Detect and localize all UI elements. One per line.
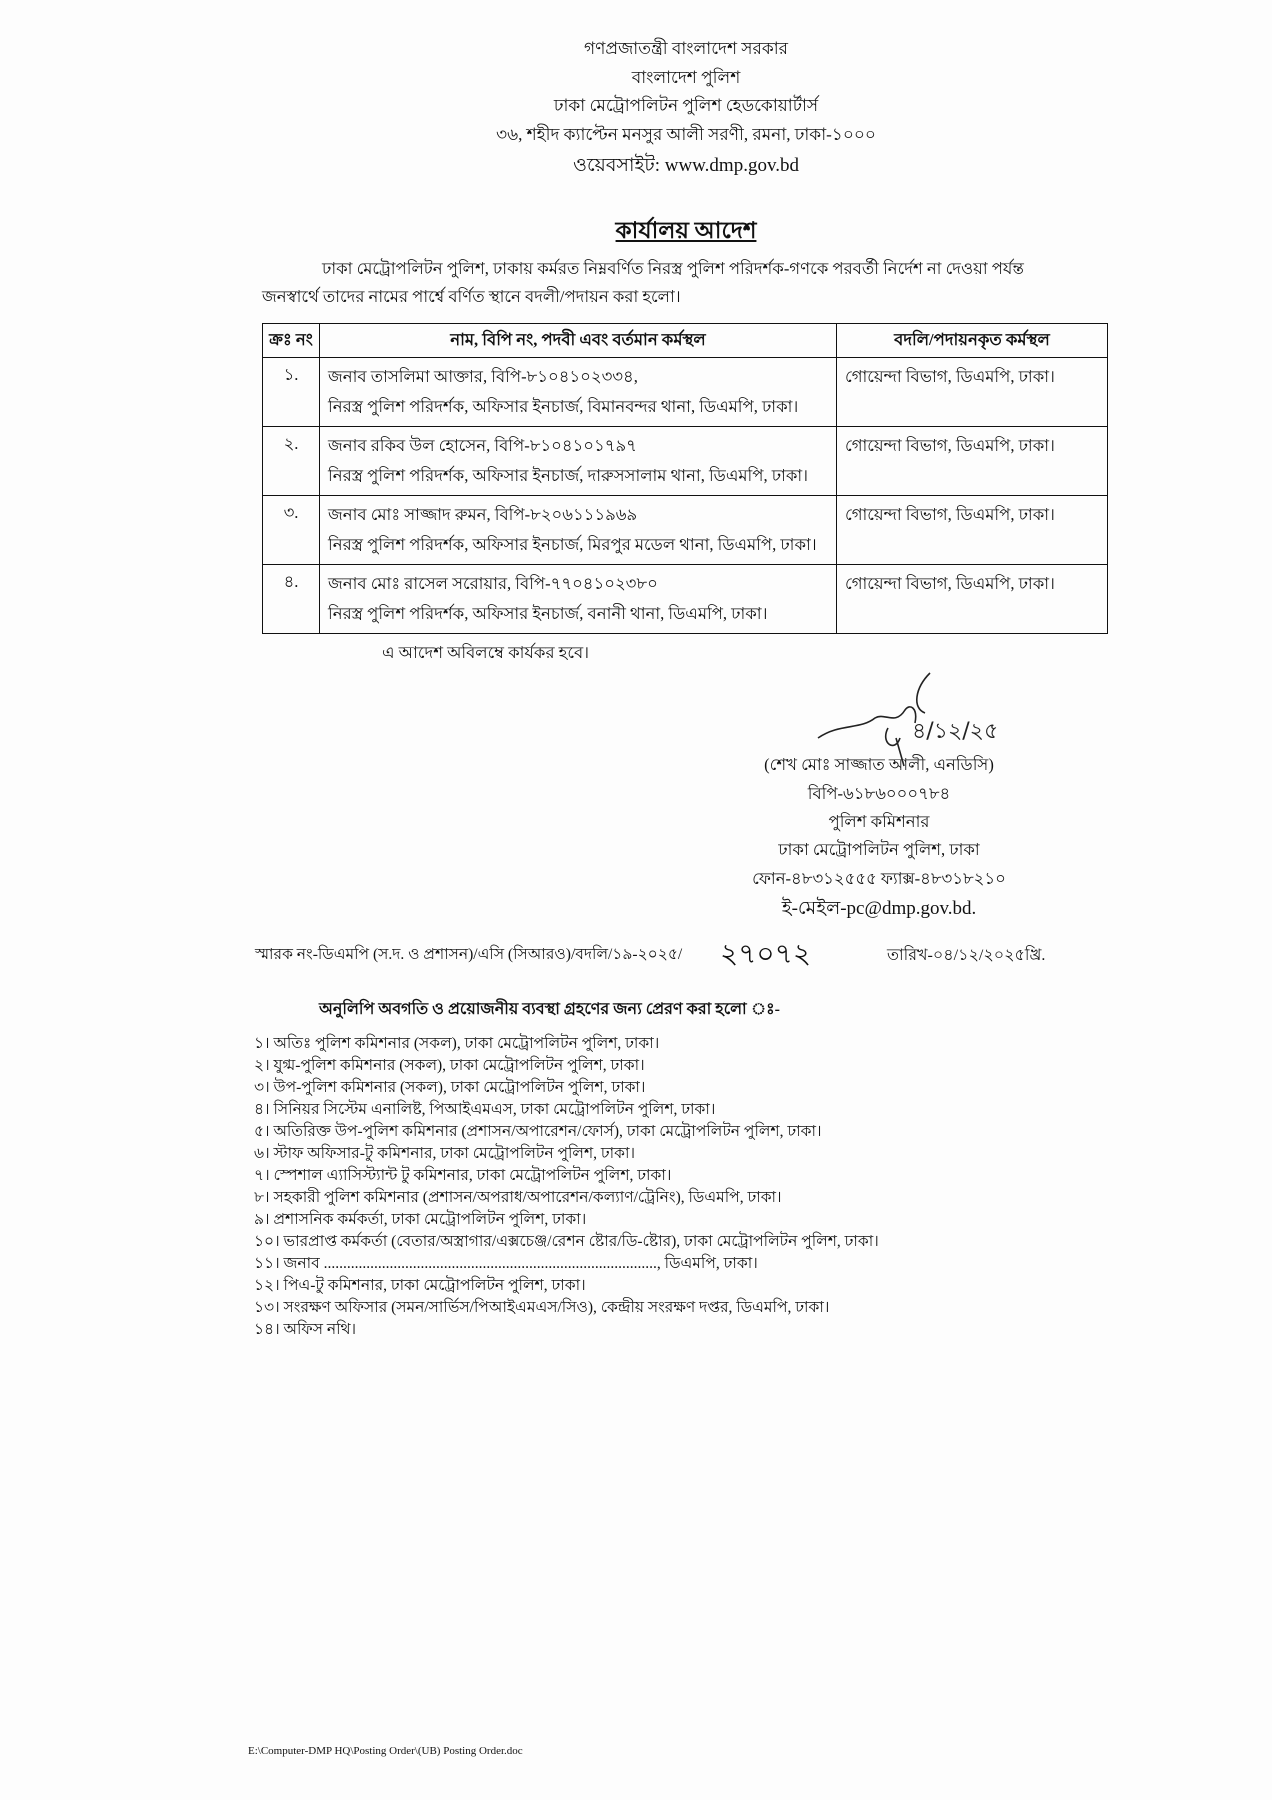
current-post: নিরস্ত্র পুলিশ পরিদর্শক, অফিসার ইনচার্জ, বিমানবন্দর থানা, ডিএমপি, ঢাকা। [328, 397, 799, 416]
list-item: ১০। ভারপ্রাপ্ত কর্মকর্তা (বেতার/অস্ত্রাগার/এক্সচেঞ্জ/রেশন ষ্টোর/ডি-ষ্টোর), ঢাকা মেট্রোপলিটন পুলিশ, ঢাকা। [254, 1233, 879, 1250]
memo-number: ২৭০৭২ [720, 937, 812, 970]
header-address: ৩৬, শহীদ ক্যাপ্টেন মনসুর আলী সরণী, রমনা, ঢাকা-১০০০ [496, 125, 876, 144]
header-website: ওয়েবসাইট: www.dmp.gov.bd [573, 155, 799, 176]
list-item: ৫। অতিরিক্ত উপ-পুলিশ কমিশনার (প্রশাসন/অপারেশন/ফোর্স), ঢাকা মেট্রোপলিটন পুলিশ, ঢাকা। [254, 1123, 822, 1140]
name-bp: জনাব রকিব উল হোসেন, বিপি-৮১০৪১০১৭৯৭ [328, 436, 637, 455]
name-cell [320, 358, 837, 427]
memo-reference: স্মারক নং-ডিএমপি (স.দ. ও প্রশাসন)/এসি (সিআরও)/বদলি/১৯-২০২৫/ [255, 946, 683, 963]
name-bp: জনাব মোঃ সাজ্জাদ রুমন, বিপি-৮২০৬১১১৯৬৯ [328, 505, 638, 524]
posting-cell: গোয়েন্দা বিভাগ, ডিএমপি, ঢাকা। [837, 427, 1108, 496]
list-item: ৭। স্পেশাল এ্যাসিস্ট্যান্ট টু কমিশনার, ঢাকা মেট্রোপলিটন পুলিশ, ঢাকা। [254, 1167, 672, 1184]
signatory-designation: পুলিশ কমিশনার [828, 812, 930, 831]
list-item: ৩। উপ-পুলিশ কমিশনার (সকল), ঢাকা মেট্রোপলিটন পুলিশ, ঢাকা। [254, 1079, 646, 1096]
table-row [263, 496, 1108, 565]
transfer-table [262, 323, 1108, 634]
col-posting: বদলি/পদায়নকৃত কর্মস্থল [837, 324, 1108, 358]
list-item: ১৪। অফিস নথি। [254, 1321, 357, 1338]
list-item: ৯। প্রশাসনিক কর্মকর্তা, ঢাকা মেট্রোপলিটন পুলিশ, ঢাকা। [254, 1211, 587, 1228]
memo-date: তারিখ-০৪/১২/২০২৫খ্রি. [887, 947, 1046, 964]
list-item: ২। যুগ্ম-পুলিশ কমিশনার (সকল), ঢাকা মেট্রোপলিটন পুলিশ, ঢাকা। [254, 1057, 645, 1074]
name-cell [320, 565, 837, 634]
name-bp: জনাব তাসলিমা আক্তার, বিপি-৮১০৪১০২৩৩৪, [328, 367, 638, 386]
table-header-row [263, 324, 1108, 358]
col-name-current: নাম, বিপি নং, পদবী এবং বর্তমান কর্মস্থল [320, 324, 837, 358]
list-item: ১। অতিঃ পুলিশ কমিশনার (সকল), ঢাকা মেট্রোপলিটন পুলিশ, ঢাকা। [254, 1035, 660, 1052]
signatory-email: ই-মেইল-pc@dmp.gov.bd. [781, 898, 977, 919]
list-item: ১৩। সংরক্ষণ অফিসার (সমন/সার্ভিস/পিআইএমএস/সিও), কেন্দ্রীয় সংরক্ষণ দপ্তর, ডিএমপি, ঢাকা। [254, 1299, 830, 1316]
header-government: গণপ্রজাতন্ত্রী বাংলাদেশ সরকার [583, 39, 789, 58]
copy-heading: অনুলিপি অবগতি ও প্রয়োজনীয় ব্যবস্থা গ্রহণের জন্য প্রেরণ করা হলো ঃ- [319, 1001, 780, 1018]
current-post: নিরস্ত্র পুলিশ পরিদর্শক, অফিসার ইনচার্জ, বনানী থানা, ডিএমপি, ঢাকা। [328, 604, 768, 623]
table-row [263, 565, 1108, 634]
col-serial: ক্রঃ নং [263, 324, 320, 358]
serial-cell: ৩. [263, 496, 320, 565]
posting-cell: গোয়েন্দা বিভাগ, ডিএমপি, ঢাকা। [837, 565, 1108, 634]
copy-recipient-list [254, 1033, 879, 1341]
effective-note: এ আদেশ অবিলম্বে কার্যকর হবে। [382, 643, 590, 662]
intro-line-1: ঢাকা মেট্রোপলিটন পুলিশ, ঢাকায় কর্মরত নিম্নবর্ণিত নিরস্ত্র পুলিশ পরিদর্শক-গণকে পরবর্তী নির্দেশ না দেওয়া পর্যন্ত [322, 259, 1024, 278]
serial-cell: ৪. [263, 565, 320, 634]
name-cell [320, 496, 837, 565]
list-item: ৮। সহকারী পুলিশ কমিশনার (প্রশাসন/অপরাধ/অপারেশন/কল্যাণ/ট্রেনিং), ডিএমপি, ঢাকা। [254, 1189, 782, 1206]
list-item: ১২। পিএ-টু কমিশনার, ঢাকা মেট্রোপলিটন পুলিশ, ঢাকা। [254, 1277, 586, 1294]
current-post: নিরস্ত্র পুলিশ পরিদর্শক, অফিসার ইনচার্জ, মিরপুর মডেল থানা, ডিএমপি, ঢাকা। [328, 535, 817, 554]
list-item: ৪। সিনিয়র সিস্টেম এনালিষ্ট, পিআইএমএস, ঢাকা মেট্রোপলিটন পুলিশ, ঢাকা। [254, 1101, 716, 1118]
table-row [263, 427, 1108, 496]
document-title: কার্যালয় আদেশ [615, 218, 757, 243]
signatory-name: (শেখ মোঃ সাজ্জাত আলী, এনডিসি) [764, 755, 994, 774]
header-police: বাংলাদেশ পুলিশ [631, 68, 741, 87]
posting-cell: গোয়েন্দা বিভাগ, ডিএমপি, ঢাকা। [837, 496, 1108, 565]
serial-cell: ১. [263, 358, 320, 427]
signatory-bp: বিপি-৬১৮৬০০০৭৮৪ [807, 784, 951, 803]
current-post: নিরস্ত্র পুলিশ পরিদর্শক, অফিসার ইনচার্জ, দারুসসালাম থানা, ডিএমপি, ঢাকা। [328, 466, 809, 485]
signatory-phone-fax: ফোন-৪৮৩১২৫৫৫ ফ্যাক্স-৪৮৩১৮২১০ [752, 869, 1006, 888]
header-office: ঢাকা মেট্রোপলিটন পুলিশ হেডকোয়ার্টার্স [553, 96, 819, 115]
table-row [263, 358, 1108, 427]
file-path-footer: E:\Computer-DMP HQ\Posting Order\(UB) Posting Order.doc [248, 1745, 523, 1757]
list-item: ৬। স্টাফ অফিসার-টু কমিশনার, ঢাকা মেট্রোপলিটন পুলিশ, ঢাকা। [254, 1145, 636, 1162]
list-item: ১১। জনাব ......................................................................................, ডিএমপি, ঢাকা। [254, 1255, 758, 1272]
signatory-office: ঢাকা মেট্রোপলিটন পুলিশ, ঢাকা [778, 840, 980, 859]
signature-date: ৪/১২/২৫ [912, 719, 999, 744]
name-cell [320, 427, 837, 496]
posting-cell: গোয়েন্দা বিভাগ, ডিএমপি, ঢাকা। [837, 358, 1108, 427]
name-bp: জনাব মোঃ রাসেল সরোয়ার, বিপি-৭৭০৪১০২৩৮০ [328, 574, 658, 593]
intro-line-2: জনস্বার্থে তাদের নামের পার্শ্বে বর্ণিত স্থানে বদলী/পদায়ন করা হলো। [262, 287, 681, 306]
serial-cell: ২. [263, 427, 320, 496]
